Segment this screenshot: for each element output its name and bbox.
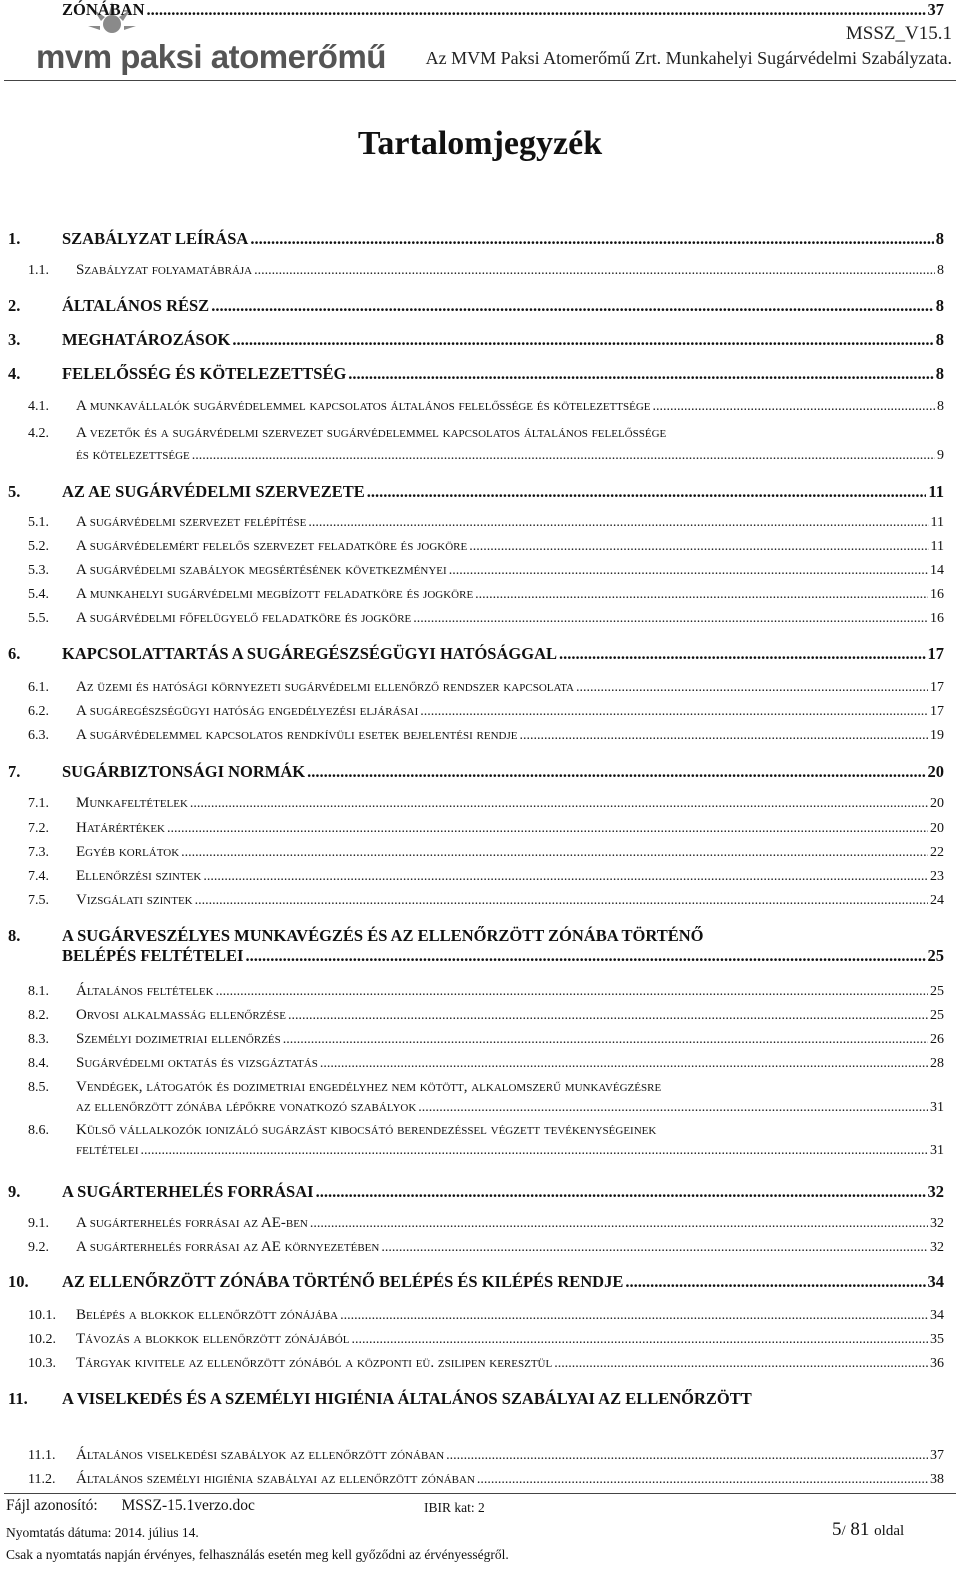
toc-entry-title: Orvosi alkalmasság ellenőrzése <box>76 1007 286 1023</box>
toc-entry[interactable] <box>8 330 944 350</box>
page-total: 81 <box>850 1519 870 1540</box>
toc-entry[interactable] <box>28 425 944 442</box>
toc-entry-number: 9.1. <box>28 1216 49 1231</box>
toc-entry-number: 8.6. <box>28 1123 49 1138</box>
toc-page-number: 17 <box>930 704 944 719</box>
toc-entry-number: 9. <box>8 1182 21 1201</box>
toc-leader-dots <box>475 587 928 603</box>
toc-leader-dots <box>211 296 934 316</box>
toc-entry-title: A sugárvédelemért felelős szervezet feladatköre és jogköre <box>76 538 468 554</box>
toc-entry-continuation[interactable] <box>76 1099 944 1116</box>
toc-page-number: 26 <box>930 1032 944 1047</box>
validity-notice: Csak a nyomtatás napján érvényes, felhasználás esetén meg kell győződni az érvényességről. <box>6 1547 509 1562</box>
page-number <box>832 1519 904 1541</box>
toc-entry[interactable] <box>8 644 944 664</box>
toc-entry-number: 10.3. <box>28 1356 56 1371</box>
toc-entry[interactable] <box>28 1055 944 1072</box>
toc-leader-dots <box>469 539 928 555</box>
toc-entry-title: Vizsgálati szintek <box>76 892 193 908</box>
toc-entry[interactable] <box>8 1182 944 1202</box>
toc-entry-title: Egyéb korlátok <box>76 844 180 860</box>
toc-page-number: 8 <box>935 229 944 248</box>
toc-leader-dots <box>147 0 926 20</box>
toc-leader-dots <box>559 644 926 664</box>
toc-entry-continuation[interactable] <box>76 1142 944 1159</box>
toc-leader-dots <box>625 1272 925 1292</box>
toc-entry-title: Külső vállalkozók ionizáló sugárzást kibocsátó berendezéssel végzett tevékenységeinek <box>76 1122 657 1138</box>
toc-leader-dots <box>167 821 928 837</box>
toc-page-number: 19 <box>930 728 944 743</box>
toc-entry[interactable] <box>8 229 944 249</box>
toc-entry-title-continued: ZÓNÁBAN <box>62 0 145 19</box>
toc-page-number: 8 <box>935 296 944 315</box>
toc-entry-title-continued: az ellenőrzött zónába lépőkre vonatkozó szabályok <box>76 1099 417 1115</box>
toc-entry-number: 3. <box>8 330 21 349</box>
toc-leader-dots <box>232 330 933 350</box>
toc-entry[interactable] <box>8 762 944 782</box>
toc-entry-title: A sugárvédelmi szervezet felépítése <box>76 514 307 530</box>
toc-leader-dots <box>420 704 928 720</box>
toc-page-number: 31 <box>930 1143 944 1158</box>
toc-entry[interactable] <box>28 1031 944 1048</box>
page-word: oldal <box>874 1523 905 1539</box>
toc-page-number: 32 <box>930 1216 944 1231</box>
ibir-category: IBIR kat: 2 <box>424 1500 485 1515</box>
toc-entry-title: Általános személyi higiénia szabályai az ellenőrzött zónában <box>76 1471 475 1487</box>
toc-page-number: 25 <box>930 1008 944 1023</box>
toc-entry-number: 6.1. <box>28 680 49 695</box>
toc-page-number: 37 <box>927 0 944 19</box>
toc-leader-dots <box>576 680 928 696</box>
toc-entry-number: 11.1. <box>28 1448 56 1463</box>
toc-entry-number: 6. <box>8 644 21 663</box>
toc-entry-title: Szabályzat folyamatábrája <box>76 262 253 278</box>
toc-entry-number: 4.1. <box>28 399 49 414</box>
toc-entry-title-continued: és kötelezettsége <box>76 447 190 463</box>
toc-entry-title: SZABÁLYZAT LEÍRÁSA <box>62 229 249 248</box>
toc-entry-title: KAPCSOLATTARTÁS A SUGÁREGÉSZSÉGÜGYI HATÓSÁGGAL <box>62 644 557 663</box>
toc-entry-number: 8.1. <box>28 984 49 999</box>
toc-entry-number: 1.1. <box>28 263 49 278</box>
toc-entry[interactable] <box>28 1471 944 1488</box>
toc-entry[interactable] <box>28 844 944 861</box>
toc-entry-title: A SUGÁRVESZÉLYES MUNKAVÉGZÉS ÉS AZ ELLENŐRZÖTT ZÓNÁBA TÖRTÉNŐ <box>62 926 704 945</box>
toc-entry[interactable] <box>28 1079 944 1096</box>
file-id: MSSZ-15.1verzo.doc <box>121 1497 255 1514</box>
toc-page-number: 9 <box>937 448 944 463</box>
toc-entry-title: Távozás a blokkok ellenőrzött zónájából <box>76 1331 350 1347</box>
toc-leader-dots <box>216 984 928 1000</box>
toc-page-number: 20 <box>930 796 944 811</box>
toc-entry-number: 10.2. <box>28 1332 56 1347</box>
toc-leader-dots <box>418 1100 928 1116</box>
toc-entry[interactable] <box>28 1355 944 1372</box>
toc-entry[interactable] <box>8 1389 944 1409</box>
toc-entry-number: 10. <box>8 1272 29 1291</box>
toc-entry-number: 5.1. <box>28 515 49 530</box>
toc-entry[interactable] <box>28 1239 944 1256</box>
toc-entry-number: 5.3. <box>28 563 49 578</box>
toc-entry[interactable] <box>28 820 944 837</box>
toc-page-number: 11 <box>930 515 944 530</box>
toc-entry[interactable] <box>28 1331 944 1348</box>
toc-entry-number: 10.1. <box>28 1308 56 1323</box>
toc-entry-title: AZ ELLENŐRZÖTT ZÓNÁBA TÖRTÉNŐ BELÉPÉS ÉS KILÉPÉS RENDJE <box>62 1272 624 1291</box>
toc-leader-dots <box>250 229 933 249</box>
toc-entry-number: 7.4. <box>28 869 49 884</box>
toc-page-number: 34 <box>927 1272 944 1291</box>
toc-leader-dots <box>192 448 935 464</box>
toc-leader-dots <box>190 796 928 812</box>
toc-entry-title: Munkafeltételek <box>76 795 188 811</box>
toc-leader-dots <box>477 1472 928 1488</box>
doc-code: MSSZ_V15.1 <box>845 23 952 44</box>
logo-text: mvm paksi atomerőmű <box>36 38 386 75</box>
toc-entry-title: A SUGÁRTERHELÉS FORRÁSAI <box>62 1182 314 1201</box>
toc-entry-continuation[interactable] <box>62 0 944 20</box>
toc-entry[interactable] <box>28 892 944 909</box>
toc-entry-number: 5.2. <box>28 539 49 554</box>
toc-leader-dots <box>340 1308 928 1324</box>
toc-entry[interactable] <box>28 514 944 531</box>
toc-entry[interactable] <box>8 482 944 502</box>
toc-page-number: 17 <box>930 680 944 695</box>
toc-entry[interactable] <box>28 727 944 744</box>
toc-entry-title: A sugárvédelemmel kapcsolatos rendkívüli esetek bejelentési rendje <box>76 727 518 743</box>
toc-entry[interactable] <box>28 679 944 696</box>
toc-entry[interactable] <box>28 1307 944 1324</box>
toc-entry-title: FELELŐSSÉG ÉS KÖTELEZETTSÉG <box>62 364 347 383</box>
toc-entry-number: 6.3. <box>28 728 49 743</box>
toc-leader-dots <box>348 364 933 384</box>
toc-entry-title: Általános viselkedési szabályok az ellenőrzött zónában <box>76 1447 445 1463</box>
toc-leader-dots <box>449 563 928 579</box>
toc-page-number: 25 <box>930 984 944 999</box>
toc-entry-title: A vezetők és a sugárvédelmi szervezet sugárvédelemmel kapcsolatos általános felelőssége <box>76 425 667 441</box>
toc-entry-title: Vendégek, látogatók és dozimetriai engedélyhez nem kötött, alkalomszerű munkavégzésre <box>76 1079 662 1095</box>
toc-entry-title: Sugárvédelmi oktatás és vizsgáztatás <box>76 1055 318 1071</box>
toc-page-number: 22 <box>930 845 944 860</box>
toc-entry-title: AZ AE SUGÁRVÉDELMI SZERVEZETE <box>62 482 365 501</box>
toc-page-number: 8 <box>935 330 944 349</box>
toc-entry-number: 5.4. <box>28 587 49 602</box>
print-date: Nyomtatás dátuma: 2014. július 14. <box>6 1525 199 1540</box>
toc-entry-number: 7.1. <box>28 796 49 811</box>
toc-leader-dots <box>288 1008 928 1024</box>
toc-entry-title: Belépés a blokkok ellenőrzött zónájába <box>76 1307 339 1323</box>
toc-page-number: 16 <box>930 611 944 626</box>
toc-leader-dots <box>519 728 928 744</box>
toc-entry-number: 9.2. <box>28 1240 49 1255</box>
doc-title: Az MVM Paksi Atomerőmű Zrt. Munkahelyi Sugárvédelmi Szabályzata. <box>425 48 952 68</box>
toc-page-number: 28 <box>930 1056 944 1071</box>
footer-file-line <box>6 1497 255 1515</box>
toc-entry-number: 4.2. <box>28 426 49 441</box>
toc-entry-title: A munkahelyi sugárvédelmi megbízott feladatköre és jogköre <box>76 586 474 602</box>
toc-page-number: 35 <box>930 1332 944 1347</box>
toc-entry[interactable] <box>28 538 944 555</box>
toc-entry-title: Ellenőrzési szintek <box>76 868 202 884</box>
toc-page-number: 20 <box>927 762 944 781</box>
toc-entry[interactable] <box>28 795 944 812</box>
toc-entry[interactable] <box>28 1007 944 1024</box>
toc-entry[interactable] <box>28 610 944 627</box>
toc-entry[interactable] <box>28 586 944 603</box>
toc-entry-title-continued: BELÉPÉS FELTÉTELEI <box>62 946 244 965</box>
toc-entry-number: 4. <box>8 364 21 383</box>
toc-entry-title: Általános feltételek <box>76 983 214 999</box>
toc-page-number: 14 <box>930 563 944 578</box>
toc-page-number: 17 <box>927 644 944 663</box>
toc-page-number: 38 <box>930 1472 944 1487</box>
page-separator: / <box>841 1523 846 1539</box>
toc-entry-title: A sugárterhelés forrásai az AE környezetében <box>76 1239 380 1255</box>
toc-leader-dots <box>308 515 928 531</box>
footer-rule <box>4 1493 956 1494</box>
toc-entry-number: 8.3. <box>28 1032 49 1047</box>
toc-entry[interactable] <box>8 926 944 946</box>
toc-page-number: 32 <box>930 1240 944 1255</box>
toc-leader-dots <box>367 482 927 502</box>
toc-page-number: 11 <box>930 539 944 554</box>
page-current: 5 <box>832 1519 842 1540</box>
toc-entry[interactable] <box>28 868 944 885</box>
toc-leader-dots <box>254 263 935 279</box>
toc-entry-title: Határértékek <box>76 820 165 836</box>
toc-entry-title: SUGÁRBIZTONSÁGI NORMÁK <box>62 762 306 781</box>
file-label: Fájl azonosító: <box>6 1497 98 1514</box>
toc-entry[interactable] <box>28 1122 944 1139</box>
toc-entry-number: 8. <box>8 926 21 945</box>
toc-leader-dots <box>554 1356 928 1372</box>
toc-entry-title: Tárgyak kivitele az ellenőrzött zónából a központi eü. zsilipen keresztül <box>76 1355 553 1371</box>
toc-entry-number: 8.4. <box>28 1056 49 1071</box>
toc-entry-title: ÁLTALÁNOS RÉSZ <box>62 296 210 315</box>
toc-page-number: 32 <box>927 1182 944 1201</box>
toc-entry-title: Az üzemi és hatósági környezeti sugárvédelmi ellenőrző rendszer kapcsolata <box>76 679 574 695</box>
toc-leader-dots <box>245 946 925 966</box>
toc-leader-dots <box>320 1056 928 1072</box>
toc-entry-title-continued: feltételei <box>76 1142 139 1158</box>
toc-leader-dots <box>195 893 928 909</box>
toc-leader-dots <box>310 1216 928 1232</box>
toc-entry-number: 5. <box>8 482 21 501</box>
toc-entry-number: 2. <box>8 296 21 315</box>
toc-leader-dots <box>351 1332 928 1348</box>
toc-entry-number: 7.2. <box>28 821 49 836</box>
toc-leader-dots <box>181 845 928 861</box>
toc-page-number: 23 <box>930 869 944 884</box>
toc-page-number: 25 <box>927 946 944 965</box>
toc-entry[interactable] <box>28 1215 944 1232</box>
toc-entry[interactable] <box>8 1272 944 1292</box>
toc-entry[interactable] <box>28 983 944 1000</box>
toc-leader-dots <box>413 611 928 627</box>
toc-page-number: 20 <box>930 821 944 836</box>
toc-leader-dots <box>283 1032 928 1048</box>
toc-entry-continuation[interactable] <box>76 447 944 464</box>
toc-leader-dots <box>653 399 935 415</box>
toc-entry-number: 11.2. <box>28 1472 56 1487</box>
toc-entry-number: 6.2. <box>28 704 49 719</box>
toc-page-number: 37 <box>930 1448 944 1463</box>
toc-entry[interactable] <box>28 562 944 579</box>
toc-entry[interactable] <box>8 364 944 384</box>
toc-page-number: 31 <box>930 1100 944 1115</box>
page-title: Tartalomjegyzék <box>357 125 603 162</box>
toc-entry[interactable] <box>28 262 944 279</box>
toc-entry[interactable] <box>28 703 944 720</box>
toc-entry-title: A munkavállalók sugárvédelemmel kapcsolatos általános felelőssége és kötelezettsége <box>76 398 651 414</box>
toc-page-number: 24 <box>930 893 944 908</box>
toc-entry-number: 7.3. <box>28 845 49 860</box>
toc-entry[interactable] <box>28 398 944 415</box>
toc-entry-number: 5.5. <box>28 611 49 626</box>
toc-leader-dots <box>203 869 928 885</box>
toc-entry-title: A sugárterhelés forrásai az AE-ben <box>76 1215 308 1231</box>
toc-entry-number: 7.5. <box>28 893 49 908</box>
toc-entry-continuation[interactable] <box>62 946 944 966</box>
toc-leader-dots <box>316 1182 926 1202</box>
toc-entry-number: 11. <box>8 1389 28 1408</box>
toc-entry-number: 1. <box>8 229 21 248</box>
toc-entry[interactable] <box>28 1447 944 1464</box>
toc-entry-title: A sugáregészségügyi hatóság engedélyezési eljárásai <box>76 703 419 719</box>
toc-leader-dots <box>446 1448 928 1464</box>
toc-page-number: 8 <box>937 399 944 414</box>
toc-page-number: 34 <box>930 1308 944 1323</box>
toc-page-number: 11 <box>928 482 944 501</box>
toc-page-number: 36 <box>930 1356 944 1371</box>
toc-entry-title: Személyi dozimetriai ellenőrzés <box>76 1031 281 1047</box>
toc-entry-title: A VISELKEDÉS ÉS A SZEMÉLYI HIGIÉNIA ÁLTALÁNOS SZABÁLYAI AZ ELLENŐRZÖTT <box>62 1389 752 1408</box>
toc-page-number: 8 <box>937 263 944 278</box>
toc-leader-dots <box>307 762 925 782</box>
toc-entry-title: A sugárvédelmi szabályok megsértésének következményei <box>76 562 447 578</box>
toc-leader-dots <box>141 1143 928 1159</box>
toc-entry[interactable] <box>8 296 944 316</box>
toc-entry-number: 8.2. <box>28 1008 49 1023</box>
toc-entry-title: MEGHATÁROZÁSOK <box>62 330 231 349</box>
toc-entry-title: A sugárvédelmi főfelügyelő feladatköre és jogköre <box>76 610 412 626</box>
toc-entry-number: 7. <box>8 762 21 781</box>
toc-entry-number: 8.5. <box>28 1080 49 1095</box>
toc-leader-dots <box>381 1240 928 1256</box>
toc-page-number: 16 <box>930 587 944 602</box>
toc-page-number: 8 <box>935 364 944 383</box>
